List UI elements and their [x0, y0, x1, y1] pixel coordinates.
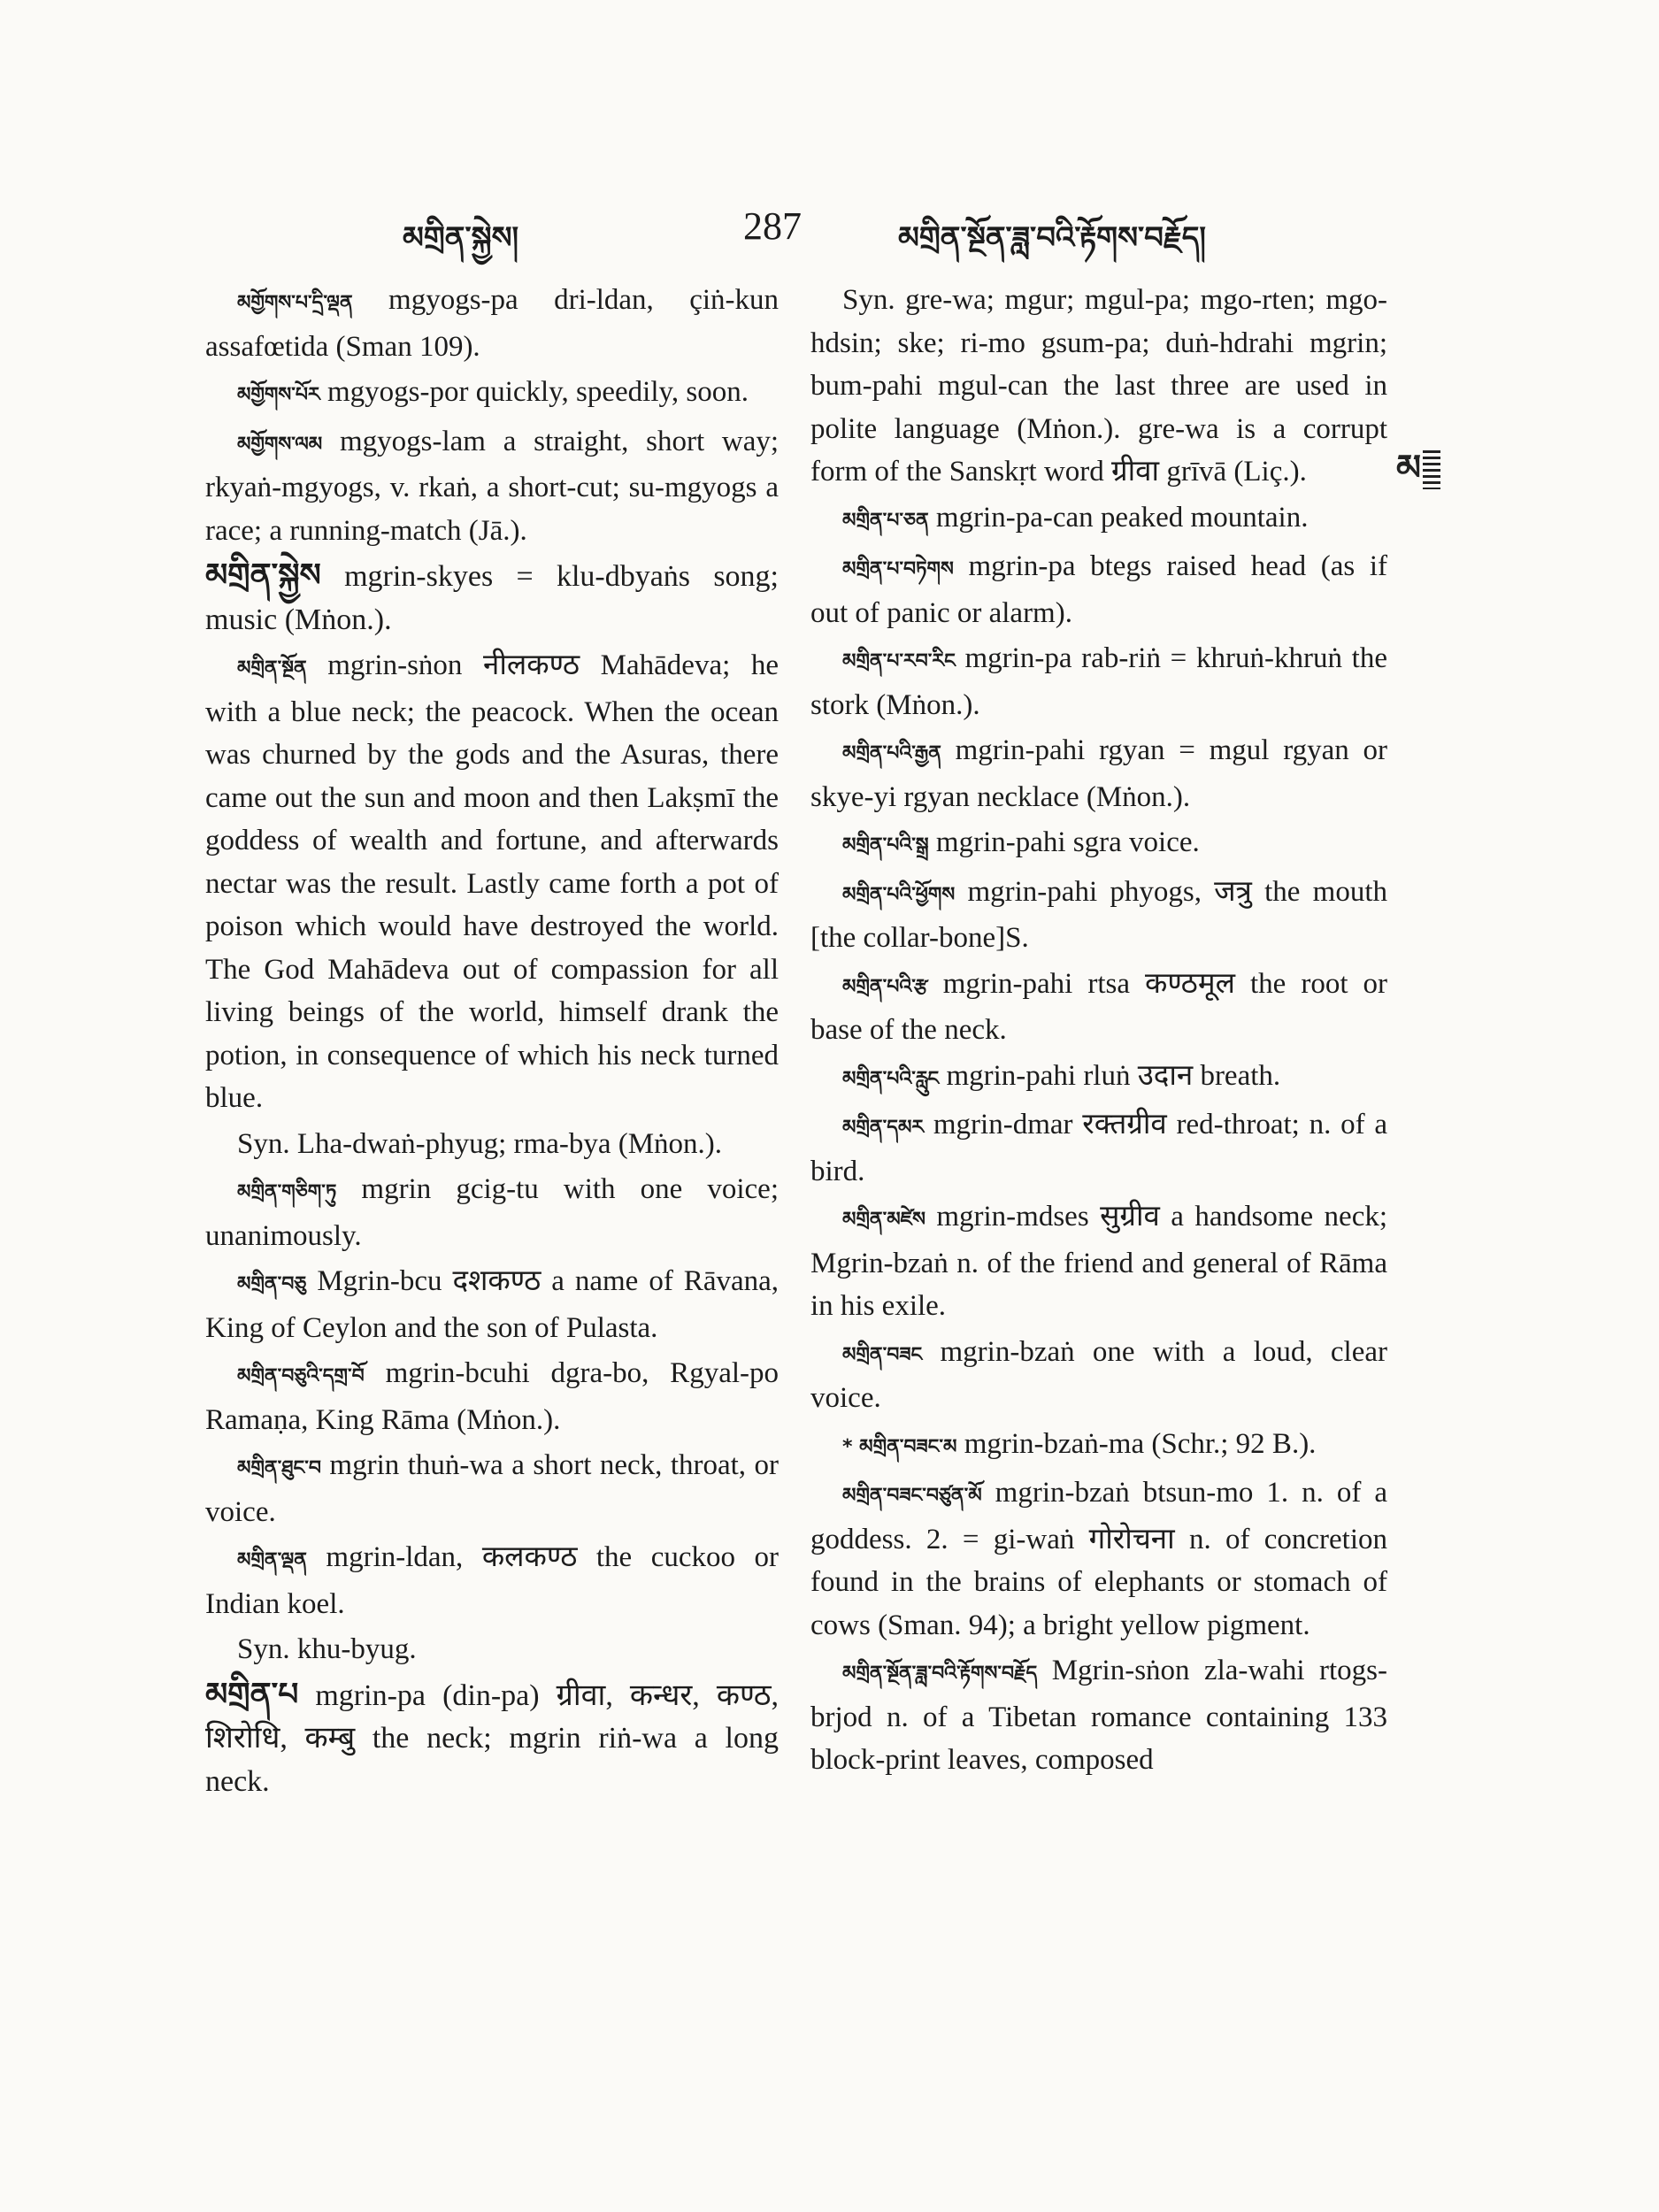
entry-text: Syn. gre-wa; mgur; mgul-pa; mgo-rten; mgo-hdsin; ske; ri-mo gsum-pa; duṅ-hdrahi mgrin; bum-pahi mgul-can the last three are used in polite language (Mṅon.). gre-wa is a corrupt form of the Sanskṛt word ग्रीवा grīvā (Liç.).	[810, 284, 1387, 488]
dictionary-entry	[205, 644, 779, 1120]
entry-text: mgrin gcig-tu with one voice; unanimously.	[205, 1173, 780, 1252]
tibetan-headword: མགྲིན་བཅུ	[237, 1273, 307, 1295]
tibetan-headword: མགྲིན་ལྡན	[237, 1549, 307, 1571]
tibetan-headword: མགྲིན་མཛེས	[842, 1209, 926, 1231]
entry-text: mgyogs-lam a straight, short way; rkyaṅ-mgyogs, v. rkaṅ, a short-cut; su-mgyogs a race; a running-match (Jā.).	[205, 425, 780, 547]
dictionary-entry	[205, 1260, 779, 1349]
dictionary-entry	[810, 637, 1387, 726]
dictionary-entry	[810, 1055, 1387, 1102]
dictionary-entry	[205, 1123, 779, 1166]
entry-text: Syn. khu-byug.	[237, 1633, 417, 1665]
dictionary-entry	[810, 496, 1387, 543]
tibetan-headword: མགྲིན་པའི་རྒྱན	[842, 742, 941, 764]
entry-text: mgrin-pahi sgra voice.	[935, 826, 1200, 858]
dictionary-entry	[205, 1444, 779, 1533]
dictionary-entry	[810, 821, 1387, 868]
tibetan-headword: མགྲིན་པའི་རླུང	[842, 1067, 940, 1090]
dictionary-entry	[810, 1103, 1387, 1193]
dictionary-entry	[205, 1628, 779, 1671]
entry-text: mgrin-bzaṅ-ma (Schr.; 92 B.).	[964, 1427, 1317, 1460]
running-header	[0, 204, 1659, 257]
tibetan-headword: མགྲིན་བཟང་བཙུན་མོ	[842, 1485, 982, 1507]
dictionary-entry	[810, 1423, 1387, 1470]
dictionary-entry	[205, 555, 779, 641]
entry-text: Mgrin-bcu दशकण्ठ a name of Rāvana, King of Ceylon and the son of Pulasta.	[205, 1265, 780, 1344]
dictionary-entry	[810, 279, 1387, 494]
tibetan-headword: མགྲིན་པ་བཏེགས	[842, 558, 954, 580]
header-left-tibetan: མགྲིན་སྐྱེས།	[403, 220, 519, 256]
entry-text: mgrin-pahi rgyan = mgul rgyan or skye-yi rgyan necklace (Mṅon.).	[810, 734, 1387, 813]
dictionary-entry	[205, 279, 779, 368]
entry-text: mgrin-pa (din-pa) ग्रीवा, कन्धर, कण्ठ, शिरोधि, कम्बु the neck; mgrin riṅ-wa a long neck.	[205, 1678, 780, 1798]
dictionary-entry	[810, 1331, 1387, 1420]
entry-text: mgrin-sṅon नीलकण्ठ Mahādeva; he with a blue neck; the peacock. When the ocean was churned by the gods and the Asuras, there came out the sun and moon and then Lakṣmī the goddess of wealth and fortune, and afterwards nectar was the result. Lastly came forth a pot of poison which would have destroyed the world. The God Mahādeva out of compassion for all living beings of the world, himself drank the potion, in consequence of which his neck turned blue.	[205, 649, 779, 1114]
dictionary-entry	[205, 420, 779, 553]
dictionary-entry	[205, 1168, 779, 1257]
entry-text: mgrin-dmar रक्तग्रीव red-throat; n. of a bird.	[810, 1109, 1387, 1187]
dictionary-entry	[205, 1674, 779, 1804]
entry-text: Mgrin-sṅon zla-wahi rtogs-brjod n. of a Tibetan romance containing 133 block-print leaves, composed	[810, 1655, 1387, 1776]
tibetan-headword: མགྲིན་ཐུང་བ	[237, 1457, 321, 1479]
dictionary-entry	[810, 729, 1387, 818]
tibetan-headword: མགྲིན་པ	[205, 1676, 299, 1713]
entry-text: mgrin-pahi rluṅ उदान breath.	[946, 1059, 1281, 1092]
left-column	[205, 279, 779, 1806]
tibetan-headword: མགྲིན་པའི་ཕྱོགས	[842, 883, 956, 906]
dictionary-entry	[810, 1649, 1387, 1782]
entry-text: mgrin-pahi rtsa कण्ठमूल the root or base of the neck.	[810, 967, 1387, 1046]
tibetan-headword: མགྲིན་པ་རབ་རིང	[842, 650, 956, 672]
entry-text: mgrin-pahi phyogs, जत्रु the mouth [the collar-bone]S.	[810, 875, 1387, 954]
tibetan-headword: མགྲིན་པའི་སྒྲ	[842, 834, 929, 856]
thumb-index	[1396, 427, 1440, 527]
tibetan-headword: མགྲིན་སྐྱེས	[205, 557, 321, 594]
dictionary-entry	[205, 1352, 779, 1441]
tibetan-headword: མགྱོགས་ལམ	[237, 433, 323, 456]
entry-text: mgrin-bcuhi dgra-bo, Rgyal-po Ramaṇa, King Rāma (Mṅon.).	[205, 1357, 779, 1436]
entry-text: Syn. Lha-dwaṅ-phyug; rma-bya (Mṅon.).	[237, 1127, 723, 1160]
entry-text: mgrin-pa btegs raised head (as if out of panic or alarm).	[810, 550, 1387, 629]
dictionary-entry	[810, 545, 1387, 634]
dictionary-entry	[810, 963, 1387, 1052]
dictionary-entry	[810, 1195, 1387, 1328]
dictionary-entry	[205, 371, 779, 418]
dictionary-entry	[205, 1536, 779, 1625]
entry-text: mgrin-bzaṅ btsun-mo 1. n. of a goddess. 2. = gi-waṅ गोरोचना n. of concretion found in the brains of elephants or stomach of cows (Sman. 94); a bright yellow pigment.	[810, 1477, 1388, 1641]
thumb-index-bars	[1423, 450, 1440, 489]
tibetan-headword: མགྲིན་དམར	[842, 1117, 925, 1139]
tibetan-headword: མགྲིན་གཅིག་ཏུ	[237, 1181, 337, 1203]
tibetan-headword: མགྲིན་སྔོན་ཟླ་བའི་རྟོགས་བརྗོད	[842, 1663, 1038, 1685]
tibetan-headword: མགྲིན་པ་ཅན	[842, 509, 929, 532]
entry-text: mgrin-mdses सुग्रीव a handsome neck; Mgrin-bzaṅ n. of the friend and general of Rāma in his exile.	[810, 1201, 1388, 1322]
tibetan-headword: མགྲིན་བཟང	[842, 1343, 923, 1366]
entry-text: mgrin-skyes = klu-dbyaṅs song; music (Mṅon.).	[205, 560, 779, 636]
entry-text: mgrin-pa-can peaked mountain.	[935, 501, 1309, 534]
header-right-tibetan: མགྲིན་སྔོན་ཟླ་བའི་རྟོགས་བརྗོད།	[898, 220, 1206, 256]
dictionary-entry	[810, 871, 1387, 960]
entry-text: mgyogs-pa dri-ldan, çiṅ-kun assafœtida (Sman 109).	[205, 284, 780, 363]
tibetan-headword: མགྲིན་པའི་རྩ	[842, 975, 928, 998]
entry-text: mgrin-ldan, कलकण्ठ the cuckoo or Indian koel.	[205, 1541, 779, 1620]
entry-text: mgrin-bzaṅ one with a loud, clear voice.	[810, 1335, 1388, 1414]
entry-text: mgrin thuṅ-wa a short neck, throat, or voice.	[205, 1449, 780, 1528]
tibetan-headword: མགྲིན་སྔོན	[237, 657, 307, 680]
entry-text: mgrin-pa rab-riṅ = khruṅ-khruṅ the stork (Mṅon.).	[810, 642, 1388, 721]
right-column	[810, 279, 1387, 1785]
tibetan-headword: མགྱོགས་པ་དྲི་ལྡན	[237, 292, 353, 314]
entry-text: mgyogs-por quickly, speedily, soon.	[326, 376, 749, 408]
tibetan-headword: མགྱོགས་པོར	[237, 384, 320, 406]
thumb-index-letter: མ	[1396, 448, 1422, 488]
dictionary-entry	[810, 1471, 1387, 1647]
tibetan-headword: མགྲིན་བཅུའི་དགྲ་བོ	[237, 1365, 365, 1387]
tibetan-headword: * མགྲིན་བཟང་མ	[842, 1435, 957, 1458]
page-number: 287	[743, 204, 802, 248]
